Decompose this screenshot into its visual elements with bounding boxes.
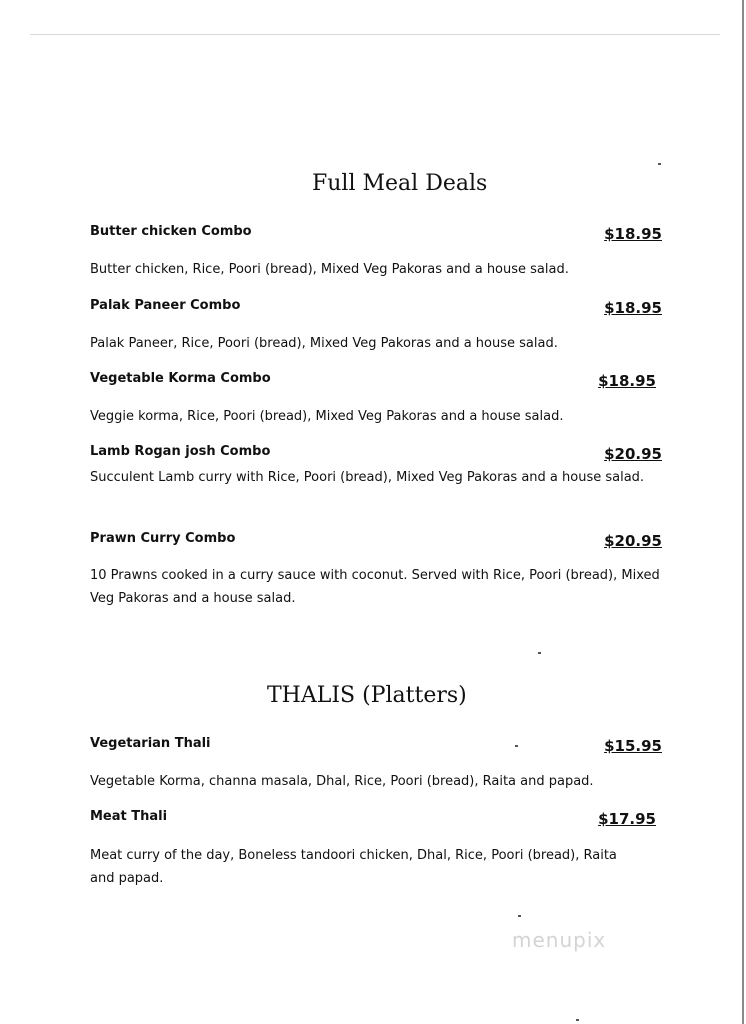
scan-speck [518,915,521,917]
item-price: $17.95 [598,810,656,828]
item-description: 10 Prawns cooked in a curry sauce with coconut. Served with Rice, Poori (bread), Mixed Veg Pakoras and a house salad. [90,568,660,606]
watermark-text: menupix [512,928,607,952]
item-price: $20.95 [604,532,662,550]
top-scan-line [30,34,720,35]
page-edge [742,0,744,1024]
item-name: Prawn Curry Combo [90,531,236,546]
item-description: Meat curry of the day, Boneless tandoori chicken, Dhal, Rice, Poori (bread), Raita and papad. [90,848,617,886]
section-title-full-meal-deals: Full Meal Deals [312,171,488,196]
scan-speck [576,1019,579,1021]
scan-speck [658,163,661,165]
item-description: Palak Paneer, Rice, Poori (bread), Mixed Veg Pakoras and a house salad. [90,336,558,351]
scan-speck [538,652,541,654]
item-name: Vegetable Korma Combo [90,371,271,386]
item-description: Vegetable Korma, channa masala, Dhal, Rice, Poori (bread), Raita and papad. [90,774,594,789]
item-name: Palak Paneer Combo [90,298,241,313]
section-title-thalis: THALIS (Platters) [267,683,467,708]
item-name: Vegetarian Thali [90,736,211,751]
scan-speck [515,745,518,747]
item-description: Succulent Lamb curry with Rice, Poori (bread), Mixed Veg Pakoras and a house salad. [90,470,645,485]
item-price: $18.95 [598,372,656,390]
item-description: Veggie korma, Rice, Poori (bread), Mixed Veg Pakoras and a house salad. [90,409,564,424]
item-price: $15.95 [604,737,662,755]
item-name: Butter chicken Combo [90,224,252,239]
item-price: $20.95 [604,445,662,463]
item-name: Lamb Rogan josh Combo [90,444,271,459]
item-price: $18.95 [604,299,662,317]
item-name: Meat Thali [90,809,168,824]
item-price: $18.95 [604,225,662,243]
item-description: Butter chicken, Rice, Poori (bread), Mixed Veg Pakoras and a house salad. [90,262,569,277]
